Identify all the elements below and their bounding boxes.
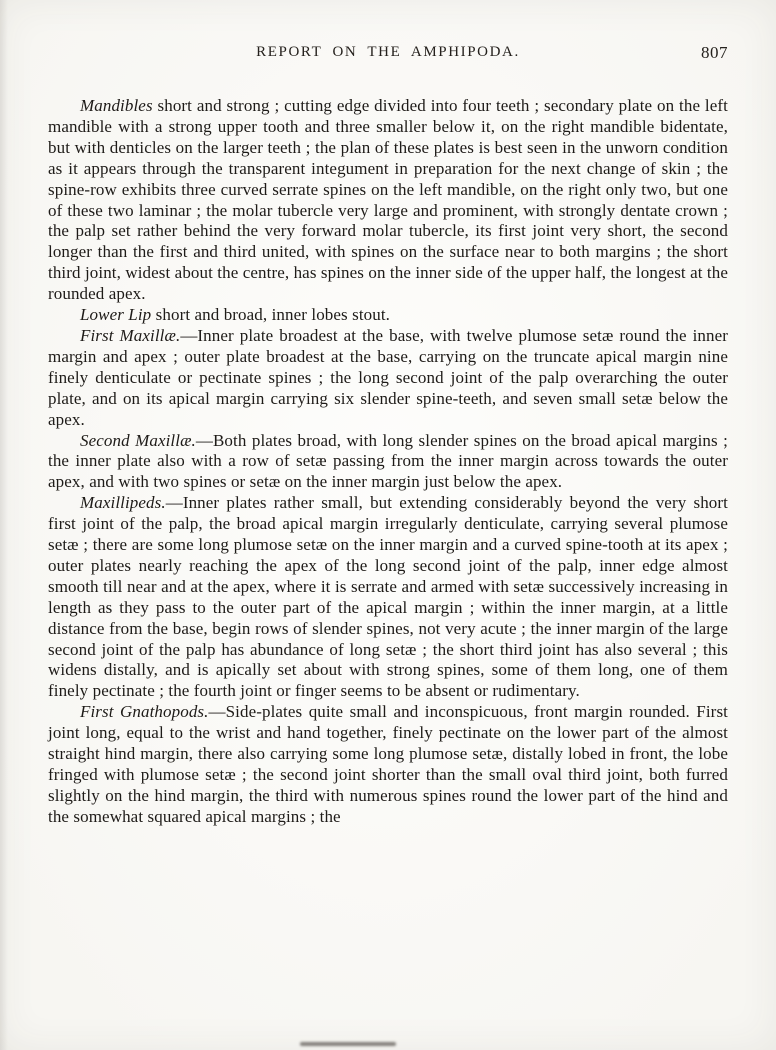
paragraph-text-mandibles: short and strong ; cutting edge divided into four teeth ; secondary plate on the left mandible with a strong upper tooth and three smaller below it, on the right mandible bidentate, but with denticles on the larger teeth ; the plan of these plates is best seen in the unworn condition as it appears through the transparent integument in preparation for the next change of skin ; the spine-row exhibits three curved serrate spines on the left mandible, on the right only two, but one of these two laminar ; the molar tubercle very large and prominent, with strongly dentate crown ; the palp set rather behind the very forward molar tubercle, its first joint very short, the second longer than the first and third united, with spines on the surface near to both margins ; the short third joint, widest about the centre, has spines on the inner side of the upper half, the longest at the rounded apex. (48, 96, 728, 304)
paragraph-lead-mandibles: Mandibles (80, 96, 153, 115)
paragraph-lead-lower-lip: Lower Lip (80, 305, 152, 325)
page-body (48, 96, 728, 828)
scan-artifact (300, 1042, 396, 1046)
paragraph-text-first-maxillae: —Inner plate broadest at the base, with twelve plumose setæ round the inner margin and apex ; outer plate broadest at the base, carrying on the truncate apical margin nine finely denticulate or pectinate spines ; the long second joint of the palp overarching the outer plate, and on its apical margin carrying six slender spine-teeth, and seven small setæ below the apex. (48, 325, 728, 429)
page-header (48, 44, 728, 66)
paragraph-second-maxillae (48, 431, 728, 494)
paragraph-text-second-maxillae: —Both plates broad, with long slender spines on the broad apical margins ; the inner plate also with a row of setæ passing from the inner margin across towards the outer apex, and with two spines or setæ on the inner margin just below the apex. (48, 430, 728, 492)
paragraph-lead-maxillipeds: Maxillipeds. (80, 493, 166, 513)
paragraph-lower-lip (48, 305, 728, 326)
paragraph-lead-second-maxillae: Second Maxillæ. (80, 430, 196, 450)
page-number: 807 (701, 43, 728, 62)
running-title: REPORT ON THE AMPHIPODA. (256, 44, 520, 60)
page-edge-shading (0, 0, 8, 1050)
paragraph-mandibles (48, 96, 728, 305)
paragraph-text-lower-lip: short and broad, inner lobes stout. (151, 305, 391, 325)
paragraph-first-gnathopods (48, 702, 728, 827)
paragraph-lead-first-maxillae: First Maxillæ. (80, 325, 181, 345)
paragraph-maxillipeds (48, 493, 728, 702)
paragraph-lead-first-gnathopods: First Gnathopods. (80, 702, 209, 722)
paragraph-text-first-gnathopods: —Side-plates quite small and inconspicuous, front margin rounded. First joint long, equal to the wrist and hand together, finely pectinate on the lower part of the almost straight hind margin, there also carrying some long plumose setæ, distally lobed in front, the lobe fringed with plumose setæ ; the second joint shorter than the small oval third joint, both furred slightly on the hind margin, the third with numerous spines round the lower part of the hind and the somewhat squared apical margins ; the (48, 702, 728, 826)
paragraph-first-maxillae (48, 326, 728, 431)
paragraph-text-maxillipeds: —Inner plates rather small, but extending considerably beyond the very short first joint of the palp, the broad apical margin irregularly denticulate, carrying several plumose setæ ; there are some long plumose setæ on the inner margin and a curved spine-tooth at its apex ; outer plates nearly reaching the apex of the long second joint of the palp, inner edge almost smooth till near and at the apex, where it is serrate and armed with setæ successively increasing in length as they pass to the outer part of the apical margin ; within the inner margin, at a little distance from the base, begin rows of slender spines, not very acute ; the inner margin of the large second joint of the palp has abundance of long setæ ; the short third joint has also several ; this widens distally, and is apically set about with strong spines, some of them long, one of them finely pectinate ; the fourth joint or finger seems to be absent or rudimentary. (48, 493, 728, 701)
